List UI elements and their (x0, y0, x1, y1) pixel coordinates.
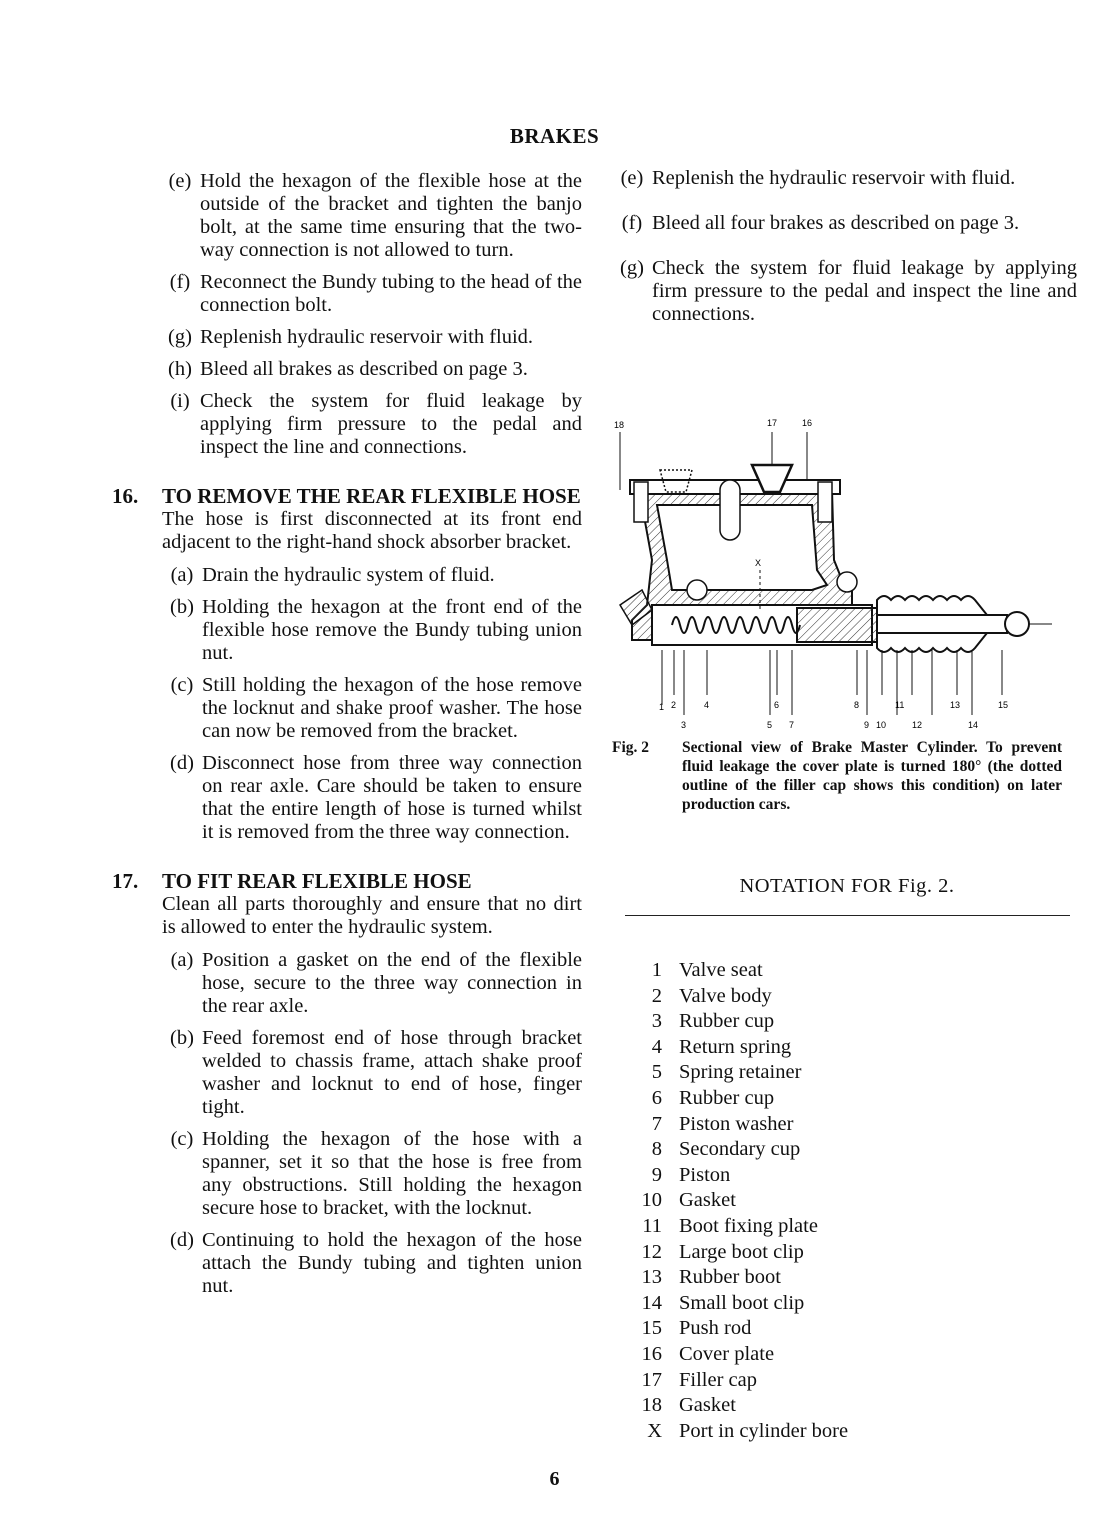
step-text: Check the system for fluid leakage by applying firm pressure to the pedal and inspect the line and connections. (200, 390, 582, 458)
list-item (162, 674, 582, 743)
list-item (632, 958, 1072, 984)
notation-label: Filler cap (679, 1368, 757, 1391)
notation-label: Piston washer (679, 1112, 794, 1135)
callout-label: 9 (864, 720, 870, 730)
notation-number: 17 (641, 1368, 662, 1391)
callout-label: 13 (950, 700, 961, 710)
step-text: Holding the hexagon at the front end of the flexible hose remove the Bundy tubing union nut. (202, 596, 582, 664)
step-text: Holding the hexagon of the hose with a spanner, set it so that the hose is free from any obstructions. Still holding the hexagon secure hose to bracket, with the locknut. (202, 1128, 582, 1219)
notation-label: Small boot clip (679, 1291, 805, 1314)
notation-number: X (647, 1419, 662, 1442)
callout-label: 4 (704, 700, 710, 710)
list-item (632, 1291, 1072, 1317)
list-item (632, 1316, 1072, 1342)
list-item (162, 1128, 582, 1220)
notation-number: 4 (651, 1035, 662, 1058)
list-item (160, 326, 582, 349)
step-text: Reconnect the Bundy tubing to the head of the connection bolt. (200, 271, 582, 316)
notation-number: 5 (651, 1061, 662, 1084)
callout-label: 12 (912, 720, 923, 730)
list-item (632, 1393, 1072, 1419)
notation-number: 18 (641, 1394, 662, 1417)
step-label: (f) (169, 271, 191, 293)
master-cylinder-diagram (612, 410, 1082, 735)
step-label: (b) (170, 596, 194, 618)
notation-label: Boot fixing plate (679, 1214, 818, 1237)
notation-number: 8 (651, 1138, 662, 1161)
list-item (632, 1368, 1072, 1394)
list-item (162, 752, 582, 844)
notation-label: Piston (679, 1163, 731, 1186)
rubber-boot (877, 596, 987, 615)
step-label: (e) (168, 170, 192, 192)
step-label: (a) (170, 949, 194, 971)
notation-label: Secondary cup (679, 1138, 801, 1161)
notation-number: 11 (642, 1214, 662, 1237)
list-item (632, 1188, 1072, 1214)
step-label: (a) (170, 564, 194, 586)
section-17-heading (112, 870, 582, 893)
list-item (160, 271, 582, 317)
callout-label: 7 (789, 720, 795, 730)
step-text: Still holding the hexagon of the hose remove the locknut and shake proof washer. The hose can now be removed from the bracket. (202, 674, 582, 742)
callout-label: 2 (671, 700, 677, 710)
notation-label: Valve seat (679, 959, 763, 981)
list-item (632, 1112, 1072, 1138)
push-rod-eye (1005, 612, 1029, 636)
list-item (160, 390, 582, 459)
reservoir-cavity (657, 505, 827, 590)
list-item (632, 1342, 1072, 1368)
callout-label: 17 (767, 418, 778, 428)
notation-number: 10 (641, 1189, 662, 1212)
notation-number: 6 (651, 1086, 662, 1109)
section-17-intro: Clean all parts thoroughly and ensure that no dirt is allowed to enter the hydraulic system. (162, 893, 582, 938)
page-title: BRAKES (509, 124, 600, 148)
step-label: (g) (620, 257, 644, 279)
step-text: Replenish the hydraulic reservoir with fluid. (652, 167, 1016, 189)
left-step-list (160, 170, 582, 459)
list-item (162, 1027, 582, 1119)
step-label: (g) (168, 326, 192, 348)
step-text: Continuing to hold the hexagon of the hose attach the Bundy tubing and tighten union nut. (202, 1229, 582, 1297)
divider (625, 915, 1070, 916)
list-item (612, 167, 1077, 190)
step-text: Replenish hydraulic reservoir with fluid. (200, 326, 534, 348)
notation-number: 12 (641, 1240, 662, 1263)
list-item (632, 1265, 1072, 1291)
notation-number: 15 (641, 1317, 662, 1340)
step-label: (e) (620, 167, 644, 189)
notation-list (632, 958, 1072, 1444)
page-number: 6 (549, 1468, 560, 1490)
list-item (632, 1137, 1072, 1163)
list-item (632, 1240, 1072, 1266)
step-text: Bleed all four brakes as described on page 3. (652, 212, 1020, 234)
port-boss (837, 572, 857, 592)
step-text: Hold the hexagon of the flexible hose at the outside of the bracket and tighten the banjo bolt, at the same time ensuring that the two-way connection is not allowed to turn. (200, 170, 582, 261)
notation-number: 16 (641, 1342, 662, 1365)
push-rod (877, 615, 1007, 633)
callout-label: 3 (681, 720, 687, 730)
list-item (160, 358, 582, 381)
step-text: Disconnect hose from three way connection on rear axle. Care should be taken to ensure that the entire length of hose is turned whilst it is removed from the three way connection. (202, 752, 582, 843)
step-label: (i) (170, 390, 190, 412)
figure-caption-text: Sectional view of Brake Master Cylinder. To prevent fluid leakage the cover plate is turned 180° (the dotted outline of the filler cap shows this condition) on later production cars. (682, 739, 1062, 813)
callout-label: 11 (895, 700, 905, 710)
callout-label: X (755, 558, 762, 568)
callout-label: 5 (767, 720, 773, 730)
list-item (160, 170, 582, 262)
notation-number: 14 (641, 1291, 662, 1314)
notation-label: Valve body (679, 984, 772, 1007)
callout-label: 10 (876, 720, 887, 730)
right-column (612, 167, 1077, 348)
callout-label: 1 (659, 702, 665, 712)
left-column (112, 170, 582, 1307)
piston (797, 608, 877, 642)
list-item (632, 1163, 1072, 1189)
step-label: (b) (170, 1027, 194, 1049)
notation-label: Gasket (679, 1394, 736, 1417)
bolt (720, 480, 740, 540)
step-label: (d) (170, 752, 194, 774)
notation-label: Return spring (679, 1035, 792, 1058)
section-title: TO FIT REAR FLEXIBLE HOSE (162, 869, 472, 893)
section-title: TO REMOVE THE REAR FLEXIBLE HOSE (162, 484, 581, 508)
callout-label: 18 (614, 420, 625, 430)
section-number: 16. (112, 484, 139, 508)
section-17-step-list (162, 949, 582, 1298)
section-number: 17. (112, 869, 139, 893)
list-item (162, 564, 582, 587)
port-boss (687, 580, 707, 600)
notation-number: 2 (651, 984, 662, 1007)
notation-label: Large boot clip (679, 1240, 804, 1263)
list-item (612, 212, 1077, 235)
step-label: (c) (170, 674, 194, 696)
notation-title: NOTATION FOR Fig. 2. (739, 875, 955, 897)
callout-label: 14 (968, 720, 979, 730)
list-item (632, 1086, 1072, 1112)
callout-label: 15 (998, 700, 1009, 710)
list-item (632, 1035, 1072, 1061)
step-text: Check the system for fluid leakage by applying firm pressure to the pedal and inspect the line and connections. (652, 257, 1077, 325)
callout-label: 8 (854, 700, 860, 710)
list-item (632, 1419, 1072, 1445)
list-item (632, 1009, 1072, 1035)
notation-number: 7 (651, 1112, 662, 1135)
notation-label: Rubber boot (679, 1266, 781, 1289)
notation-label: Push rod (679, 1317, 752, 1340)
figure-caption (612, 738, 1062, 814)
list-item (162, 949, 582, 1018)
section-16-heading (112, 485, 582, 508)
list-item (162, 596, 582, 665)
list-item (632, 1060, 1072, 1086)
notation-label: Rubber cup (679, 1086, 775, 1109)
bolt (818, 482, 832, 522)
section-16-step-list (162, 564, 582, 844)
bolt (634, 482, 648, 522)
master-cylinder-drawing (612, 410, 1082, 735)
list-item (612, 257, 1077, 326)
section-16-intro: The hose is first disconnected at its front end adjacent to the right-hand shock absorber bracket. (162, 508, 582, 553)
figure-label: Fig. 2 (612, 739, 650, 756)
list-item (632, 984, 1072, 1010)
step-text: Position a gasket on the end of the flexible hose, secure to the three way connection in the rear axle. (202, 949, 582, 1017)
step-text: Bleed all brakes as described on page 3. (200, 358, 528, 380)
step-label: (d) (170, 1229, 194, 1251)
notation-label: Gasket (679, 1189, 736, 1212)
rubber-boot (877, 633, 987, 652)
notation-label: Spring retainer (679, 1061, 802, 1084)
list-item (162, 1229, 582, 1298)
notation-label: Port in cylinder bore (679, 1419, 849, 1442)
notation-number: 9 (651, 1163, 662, 1186)
step-label: (h) (168, 358, 192, 380)
step-label: (c) (170, 1128, 194, 1150)
callout-label: 6 (774, 700, 780, 710)
notation-label: Cover plate (679, 1342, 775, 1365)
step-label: (f) (621, 212, 643, 234)
notation-number: 3 (651, 1010, 662, 1033)
list-item (632, 1214, 1072, 1240)
notation-number: 13 (641, 1266, 662, 1289)
callout-label: 16 (802, 418, 813, 428)
step-text: Feed foremost end of hose through bracket welded to chassis frame, attach shake proof washer and locknut to end of hose, finger tight. (202, 1027, 582, 1118)
step-text: Drain the hydraulic system of fluid. (202, 564, 495, 586)
notation-label: Rubber cup (679, 1010, 775, 1033)
notation-number: 1 (651, 959, 662, 981)
